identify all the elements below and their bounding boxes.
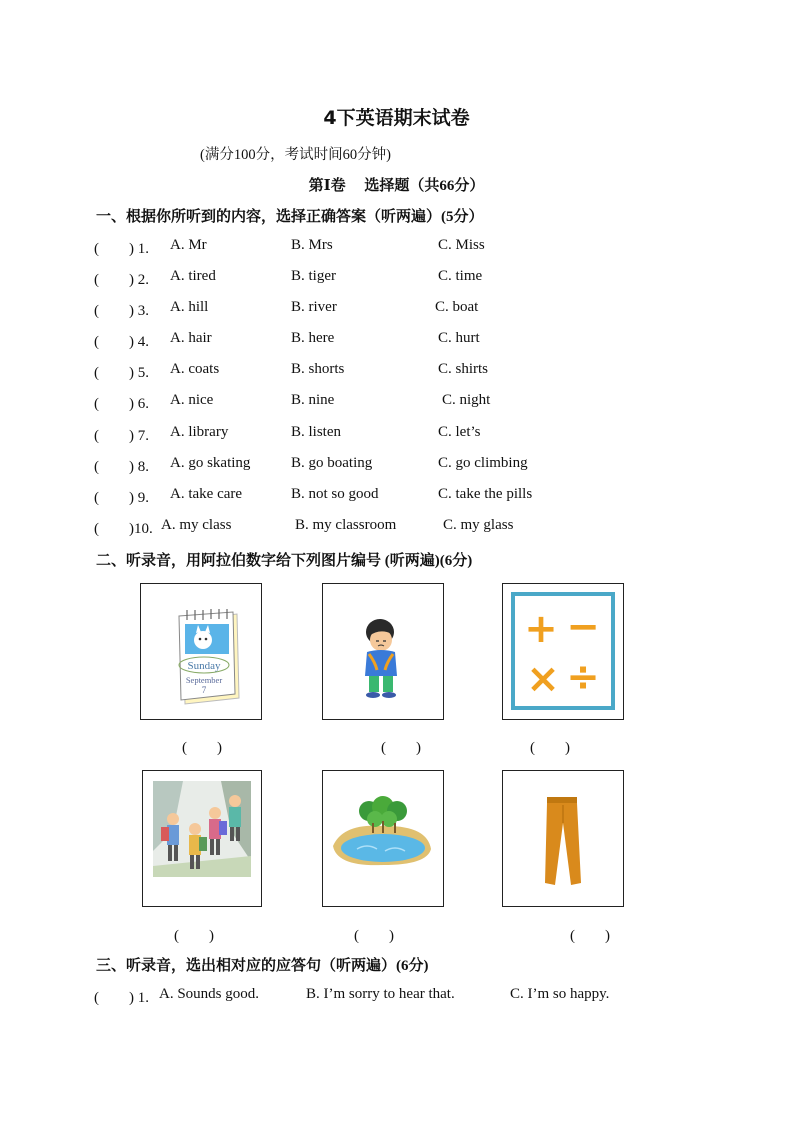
option-c: C. let’s — [438, 424, 481, 440]
option-a: A. nice — [170, 392, 214, 408]
option-c: C. hurt — [438, 330, 480, 346]
option-b: B. not so good — [291, 486, 379, 502]
answer-blank-3[interactable]: ( ) — [530, 740, 570, 756]
page-title: 4下英语期末试卷 — [323, 107, 470, 129]
pants-icon — [503, 771, 623, 906]
question-number[interactable]: ( ) 6. — [94, 396, 149, 412]
question-number[interactable]: ( ) 9. — [94, 490, 149, 506]
option-b: B. Mrs — [291, 237, 333, 253]
picture-sick-boy — [322, 583, 444, 720]
option-a: A. library — [170, 424, 229, 440]
option-b: B. shorts — [291, 361, 345, 377]
option-b: B. listen — [291, 424, 342, 440]
picture-pants — [502, 770, 624, 907]
option-b: B. river — [291, 299, 337, 315]
question-number[interactable]: ( ) 7. — [94, 428, 149, 444]
question-number[interactable]: ( ) 3. — [94, 303, 149, 319]
divide-sign: ÷ — [566, 654, 600, 700]
picture-math-symbols — [502, 583, 624, 720]
option-b: B. go boating — [291, 455, 373, 471]
question-number[interactable]: ( ) 4. — [94, 334, 149, 350]
answer-blank-1[interactable]: ( ) — [182, 740, 222, 756]
math-symbols-icon — [503, 584, 623, 719]
calendar-month: September — [185, 675, 223, 685]
option-c: C. take the pills — [438, 486, 533, 502]
option-b: B. here — [291, 330, 335, 346]
option-c: C. boat — [435, 299, 479, 315]
section1-heading: 一、根据你所听到的内容，选择正确答案（听两遍）(5分） — [96, 209, 484, 225]
hikers-icon — [143, 771, 261, 906]
option-a: A. Sounds good. — [159, 986, 260, 1002]
question-number[interactable]: ( ) 5. — [94, 365, 149, 381]
option-b: B. tiger — [291, 268, 336, 284]
times-sign: × — [526, 656, 560, 702]
option-c: C. my glass — [443, 517, 514, 533]
option-c: C. I’m so happy. — [510, 986, 610, 1002]
option-b: B. my classroom — [295, 517, 397, 533]
calendar-day: 7 — [201, 685, 207, 695]
picture-calendar — [140, 583, 262, 720]
question-number[interactable]: ( ) 2. — [94, 272, 149, 288]
sick-boy-icon — [323, 584, 443, 719]
exam-info: (满分100分，考试时间60分钟) — [200, 147, 391, 163]
picture-hikers — [142, 770, 262, 907]
option-c: C. shirts — [438, 361, 489, 377]
part-title: 第Ⅰ卷 选择题（共66分） — [308, 178, 485, 194]
minus-sign: − — [566, 604, 600, 650]
option-a: A. hair — [170, 330, 212, 346]
answer-blank-5[interactable]: ( ) — [354, 928, 394, 944]
answer-blank-4[interactable]: ( ) — [174, 928, 214, 944]
option-b: B. I’m sorry to hear that. — [306, 986, 455, 1002]
option-a: A. go skating — [170, 455, 251, 471]
picture-pond — [322, 770, 444, 907]
question-number[interactable]: ( ) 1. — [94, 241, 149, 257]
option-a: A. tired — [170, 268, 216, 284]
calendar-word: Sunday — [187, 660, 221, 672]
answer-blank-2[interactable]: ( ) — [381, 740, 421, 756]
option-a: A. coats — [170, 361, 220, 377]
option-a: A. take care — [170, 486, 243, 502]
plus-sign: + — [524, 606, 558, 652]
section3-heading: 三、听录音，选出相对应的应答句（听两遍）(6分) — [96, 958, 429, 974]
pond-icon — [323, 771, 443, 906]
option-b: B. nine — [291, 392, 335, 408]
option-c: C. night — [442, 392, 491, 408]
question-number[interactable]: ( ) 1. — [94, 990, 149, 1006]
option-a: A. hill — [170, 299, 209, 315]
option-a: A. Mr — [170, 237, 207, 253]
section2-heading: 二、听录音，用阿拉伯数字给下列图片编号 (听两遍)(6分) — [96, 553, 473, 569]
question-number[interactable]: ( ) 8. — [94, 459, 149, 475]
option-c: C. time — [438, 268, 483, 284]
option-c: C. go climbing — [438, 455, 528, 471]
answer-blank-6[interactable]: ( ) — [570, 928, 610, 944]
option-c: C. Miss — [438, 237, 485, 253]
question-number[interactable]: ( )10. — [94, 521, 153, 537]
option-a: A. my class — [161, 517, 232, 533]
calendar-icon — [141, 584, 261, 719]
